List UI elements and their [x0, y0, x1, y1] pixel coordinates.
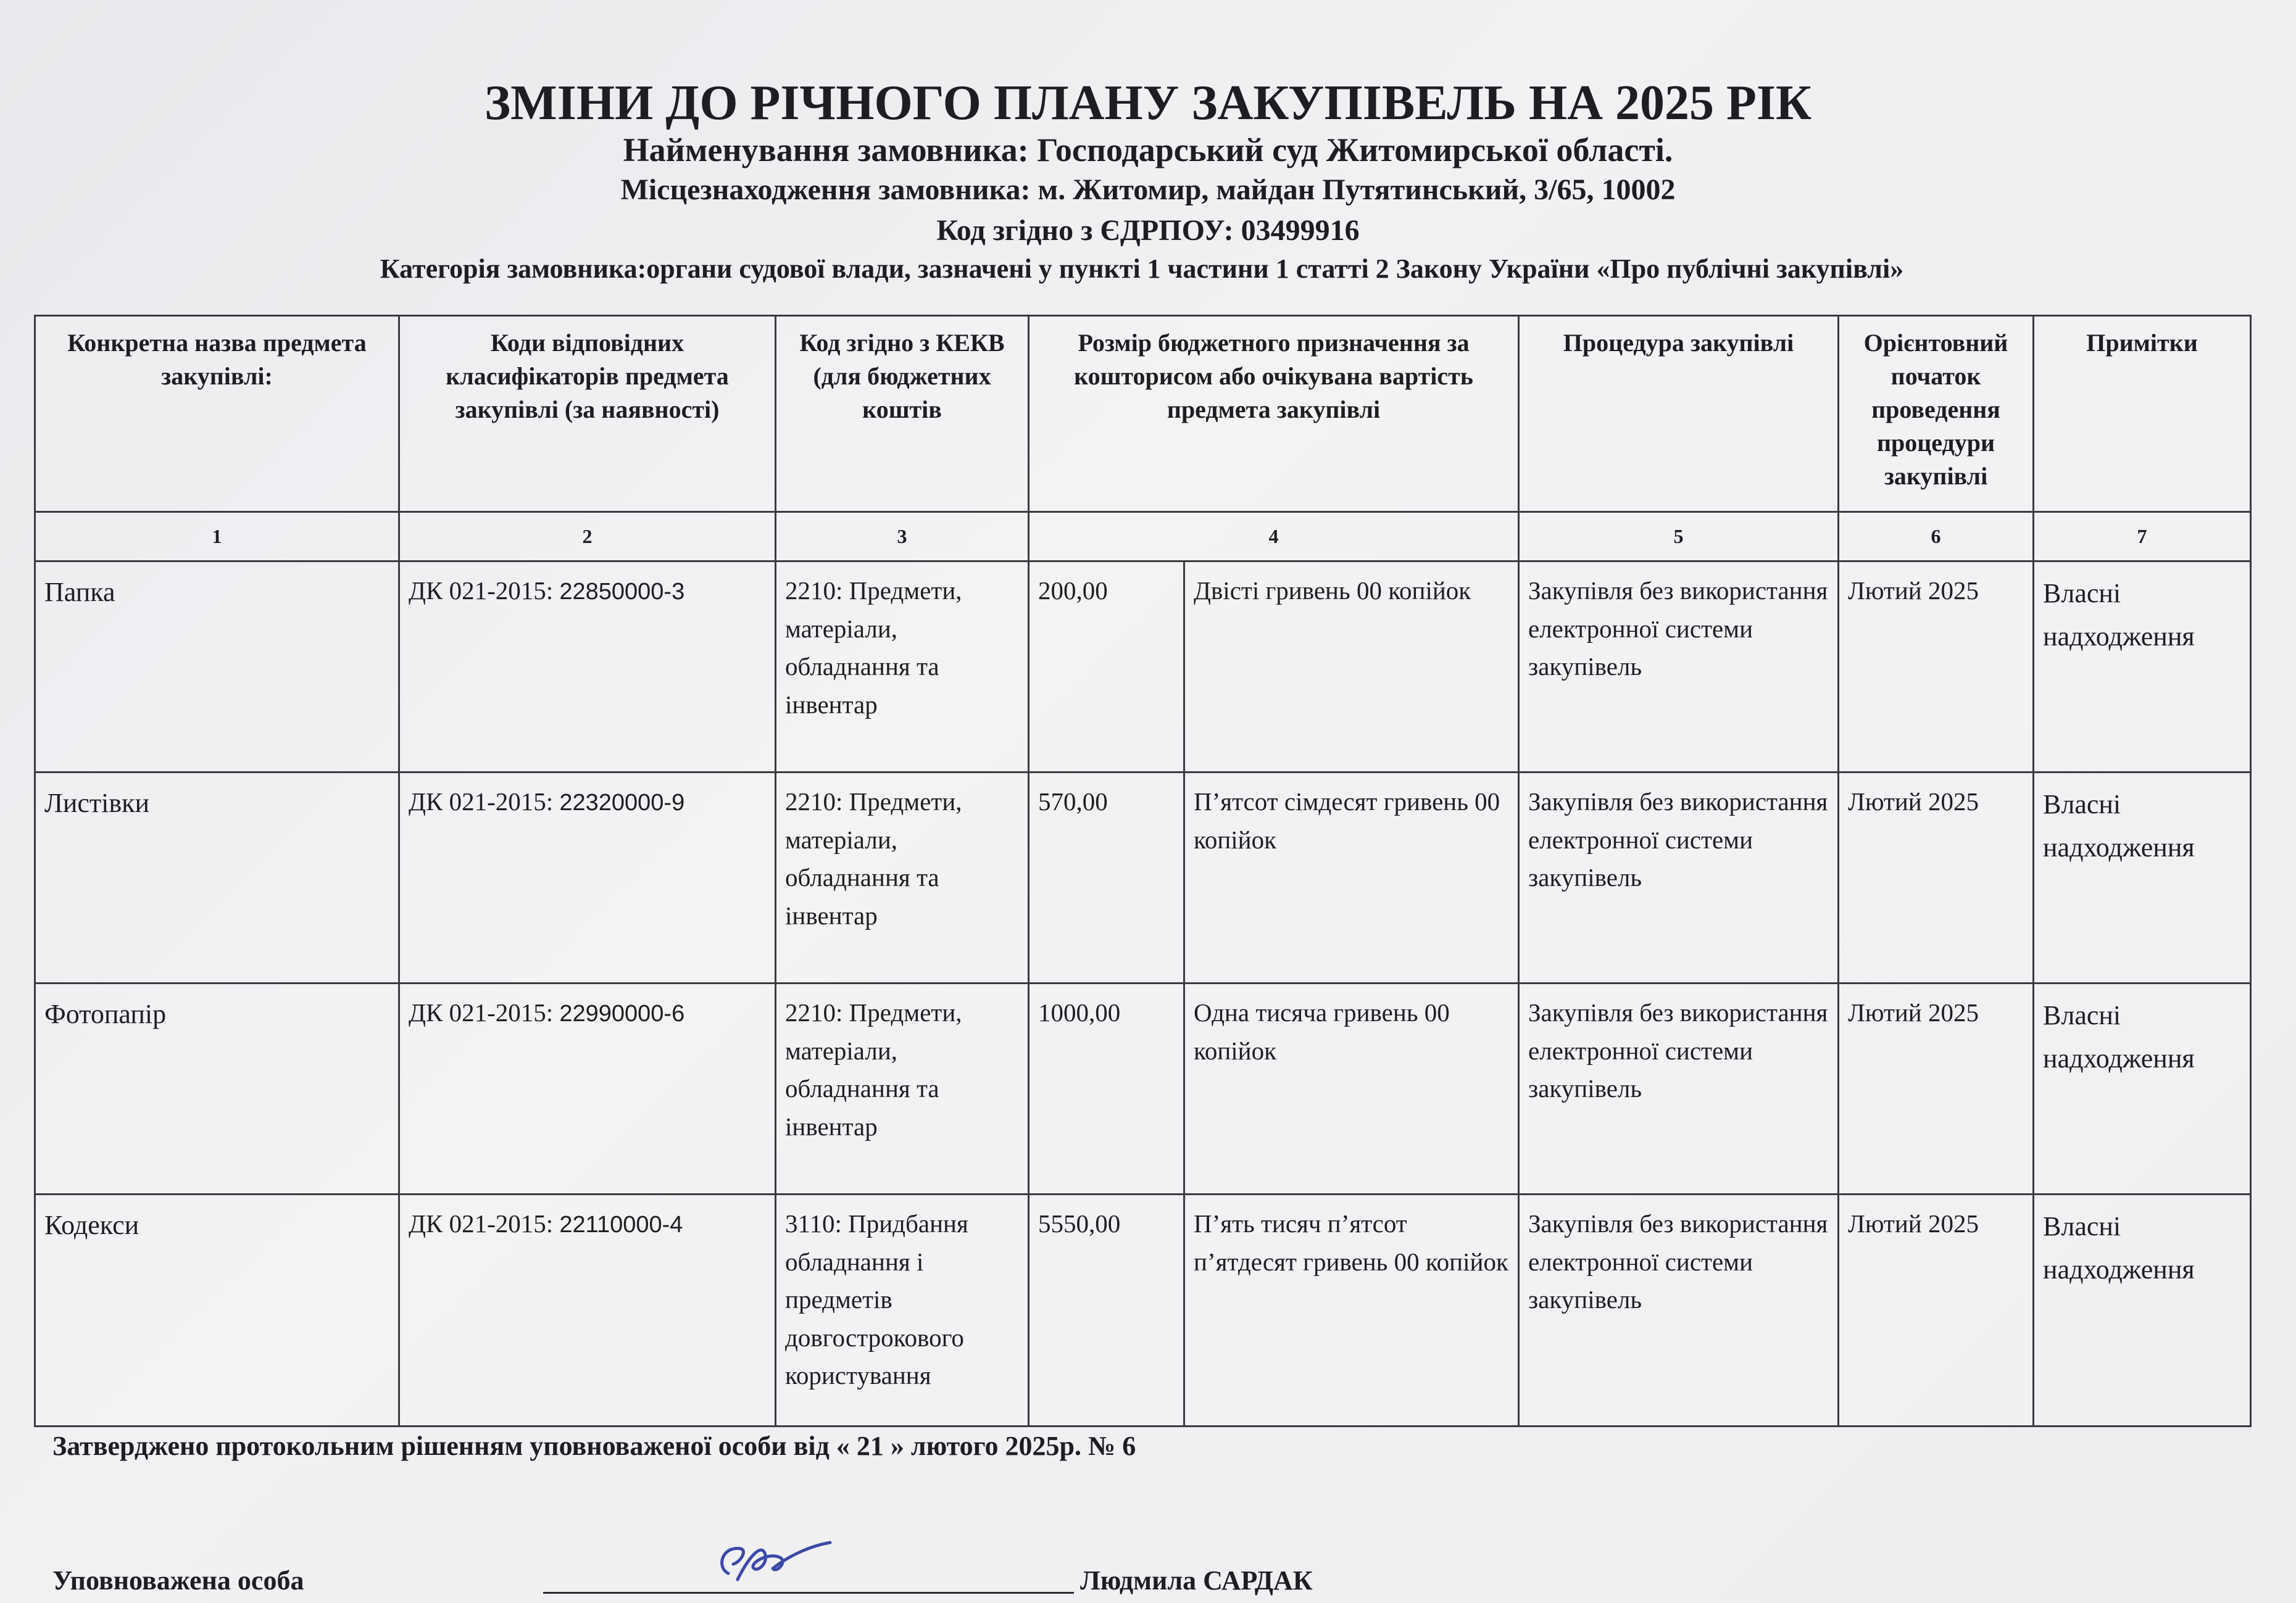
signer-role: Уповноважена особа	[52, 1565, 304, 1596]
start-date: Лютий 2025	[1839, 773, 2034, 984]
table-header-row	[35, 316, 2251, 512]
start-date: Лютий 2025	[1839, 984, 2034, 1195]
column-number: 2	[399, 512, 776, 561]
item-name: Фотопапір	[35, 984, 399, 1195]
header-classifier-codes: Коди відповідних класифікаторів предмета закупівлі (за наявності)	[399, 316, 776, 512]
procedure: Закупівля без використання електронної системи закупівель	[1519, 561, 1839, 773]
item-name: Папка	[35, 561, 399, 773]
table-row	[35, 984, 2251, 1195]
column-number: 3	[776, 512, 1029, 561]
amount-in-words: Одна тисяча гривень 00 копійок	[1184, 984, 1519, 1195]
amount: 1000,00	[1029, 984, 1184, 1195]
header-budget: Розмір бюджетного призначення за кошторисом або очікувана вартість предмета закупівлі	[1029, 316, 1519, 512]
procurement-table	[34, 315, 2252, 1427]
customer-category: Категорія замовника:органи судової влади, зазначені у пункті 1 частини 1 статті 2 Закону України «Про публічні закупівлі»	[380, 254, 1904, 284]
funding-source: Власні надходження	[2034, 984, 2251, 1195]
customer-location: Місцезнаходження замовника: м. Житомир, майдан Путятинський, 3/65, 10002	[620, 173, 1676, 206]
funding-source: Власні надходження	[2034, 773, 2251, 984]
amount-in-words: П’ятсот сімдесят гривень 00 копійок	[1184, 773, 1519, 984]
classifier-code	[399, 1195, 776, 1427]
kekv-code: 2210: Предмети, матеріали, обладнання та інвентар	[776, 984, 1029, 1195]
header-notes: Примітки	[2034, 316, 2251, 512]
column-number-row	[35, 512, 2251, 561]
dk-prefix: ДК 021-2015:	[409, 576, 554, 605]
customer-name: Найменування замовника: Господарський суд Житомирської області.	[623, 131, 1673, 168]
edrpou-code: Код згідно з ЄДРПОУ: 03499916	[936, 214, 1360, 247]
column-number: 4	[1029, 512, 1519, 561]
approval-note: Затверджено протокольним рішенням уповноваженої особи від « 21 » лютого 2025р. № 6	[52, 1431, 1136, 1461]
amount-in-words: П’ять тисяч п’ятсот п’ятдесят гривень 00 копійок	[1184, 1195, 1519, 1427]
item-name: Кодекси	[35, 1195, 399, 1427]
header-procedure: Процедура закупівлі	[1519, 316, 1839, 512]
column-number: 1	[35, 512, 399, 561]
amount-in-words: Двісті гривень 00 копійок	[1184, 561, 1519, 773]
column-number: 6	[1839, 512, 2034, 561]
dk-code: 22990000-6	[559, 1001, 685, 1027]
dk-code: 22110000-4	[559, 1212, 683, 1238]
funding-source: Власні надходження	[2034, 561, 2251, 773]
start-date: Лютий 2025	[1839, 1195, 2034, 1427]
header-item-name: Конкретна назва предмета закупівлі:	[35, 316, 399, 512]
header-kekv: Код згідно з КЕКВ (для бюджетних коштів	[776, 316, 1029, 512]
kekv-code: 2210: Предмети, матеріали, обладнання та інвентар	[776, 773, 1029, 984]
header-start-date: Орієнтовний початок проведення процедури закупівлі	[1839, 316, 2034, 512]
dk-prefix: ДК 021-2015:	[409, 787, 554, 816]
column-number: 7	[2034, 512, 2251, 561]
amount: 570,00	[1029, 773, 1184, 984]
classifier-code	[399, 561, 776, 773]
funding-source: Власні надходження	[2034, 1195, 2251, 1427]
classifier-code	[399, 773, 776, 984]
document-title: ЗМІНИ ДО РІЧНОГО ПЛАНУ ЗАКУПІВЕЛЬ НА 2025 РІК	[484, 76, 1812, 130]
dk-prefix: ДК 021-2015:	[409, 998, 554, 1027]
procedure: Закупівля без використання електронної системи закупівель	[1519, 1195, 1839, 1427]
kekv-code: 3110: Придбання обладнання і предметів довгострокового користування	[776, 1195, 1029, 1427]
table-row	[35, 773, 2251, 984]
kekv-code: 2210: Предмети, матеріали, обладнання та інвентар	[776, 561, 1029, 773]
amount: 5550,00	[1029, 1195, 1184, 1427]
handwritten-signature	[704, 1530, 839, 1598]
table-row	[35, 561, 2251, 773]
table-row	[35, 1195, 2251, 1427]
dk-prefix: ДК 021-2015:	[409, 1209, 554, 1238]
item-name: Листівки	[35, 773, 399, 984]
dk-code: 22320000-9	[559, 790, 685, 816]
amount: 200,00	[1029, 561, 1184, 773]
procedure: Закупівля без використання електронної системи закупівель	[1519, 984, 1839, 1195]
classifier-code	[399, 984, 776, 1195]
procedure: Закупівля без використання електронної системи закупівель	[1519, 773, 1839, 984]
signer-name: Людмила САРДАК	[1080, 1565, 1313, 1596]
start-date: Лютий 2025	[1839, 561, 2034, 773]
dk-code: 22850000-3	[559, 579, 685, 605]
column-number: 5	[1519, 512, 1839, 561]
